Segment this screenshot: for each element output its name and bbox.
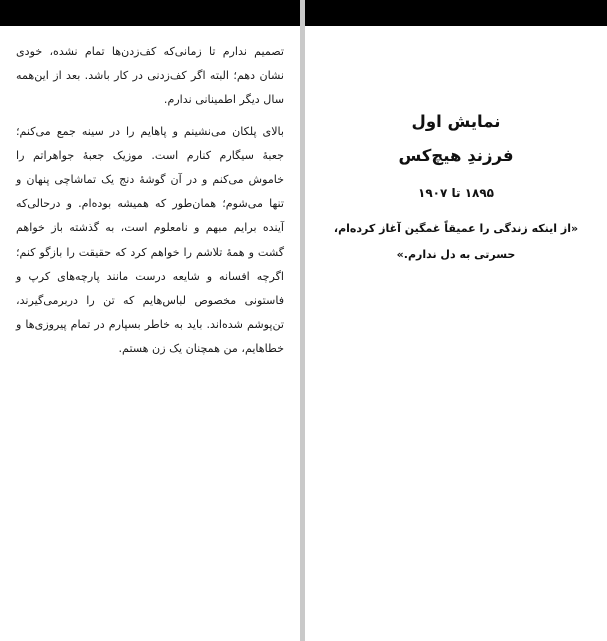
left-page [0, 0, 300, 641]
body-text [16, 40, 284, 362]
epigraph-quote: «از اینکه زندگی را عمیقاً غمگین آغاز کرده‌ام، حسرتی به دل ندارم.» [333, 222, 579, 261]
year-range: ۱۸۹۵ تا ۱۹۰۷ [418, 186, 494, 200]
play-title: فرزندِ هیچ‌کس [398, 146, 514, 165]
paragraph: بالای پلکان می‌نشینم و پاهایم را در سینه جمع می‌کنم؛ جعبهٔ سیگارم کنارم است. موزیک جعبهٔ جواهراتم را خاموش می‌کنم و در آن گوشهٔ دنج یک تماشاچی پنهان و تنها می‌شوم؛ همان‌طور که همیشه بوده‌ام. و درحالی‌که آینده برایم مبهم و نامعلوم است، به گذشته باز خواهم گشت و همهٔ تلاشم را خواهم کرد که حقیقت را بازگو کنم؛ اگرچه افسانه و شایعه درست مانند پارچه‌های کرپ و فاستونی مخصوص لباس‌هایم که تن را دربرمی‌گیرند، تن‌پوشم شده‌اند. باید به خاطر بسپارم در تمام پیروزی‌ها و خطاهایم، من همچنان یک زن هستم. [16, 124, 284, 356]
left-page-body [0, 26, 300, 641]
page-top-bar [305, 0, 607, 26]
chapter-title-block [319, 110, 593, 268]
right-page [305, 0, 607, 641]
act-title: نمایش اول [411, 112, 501, 131]
page-top-bar [0, 0, 300, 26]
paragraph: تصمیم ندارم تا زمانی‌که کف‌زدن‌ها تمام نشده، خودی نشان دهم؛ البته اگر کف‌زدنی در کار باشد. بعد از این‌همه سال دیگر اطمینانی ندارم. [16, 45, 284, 107]
right-page-body [305, 26, 607, 641]
